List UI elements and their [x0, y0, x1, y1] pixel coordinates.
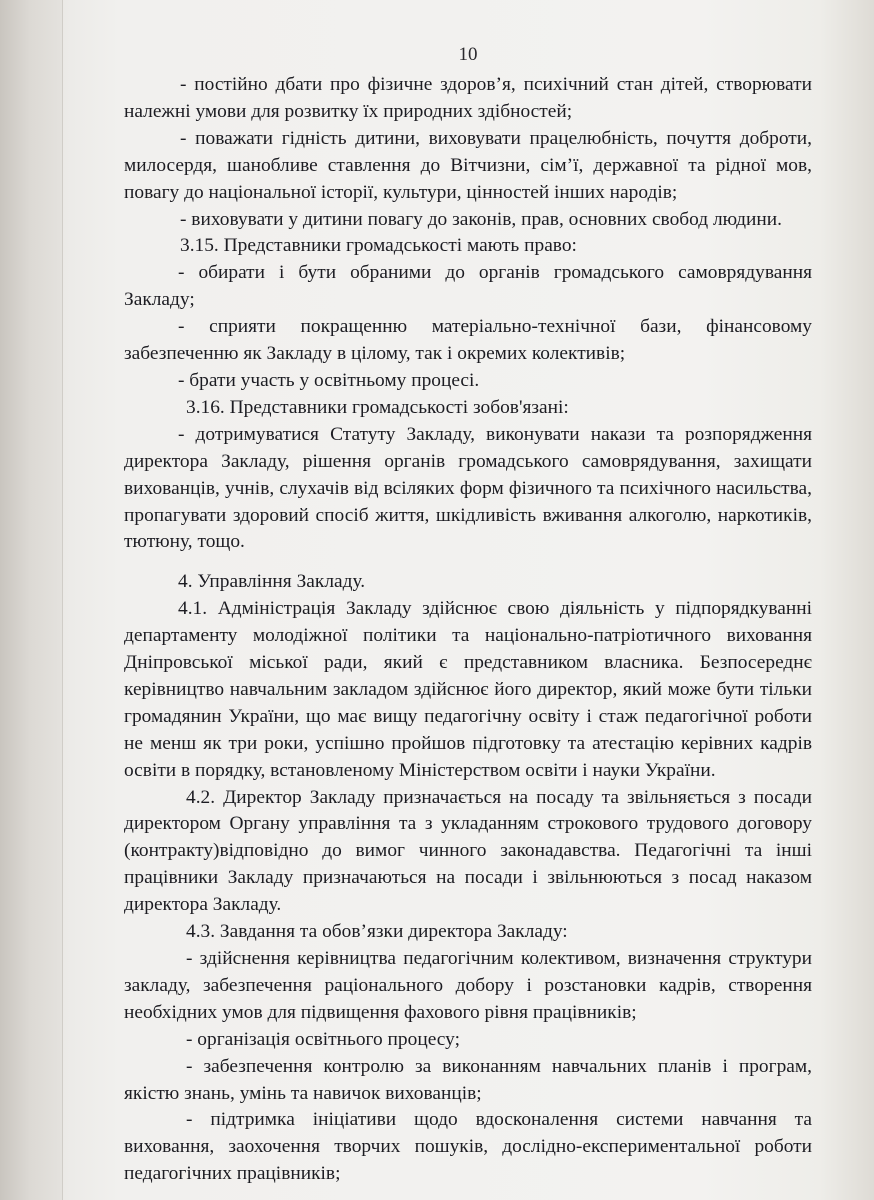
- previous-page-edge: [0, 0, 63, 1200]
- paragraph: - дотримуватися Статуту Закладу, виконувати накази та розпорядження директора Закладу, рішення органів громадського самоврядування, захищати вихованців, учнів, слухачів від всіляких форм фізичного та психічного насильства, пропагувати здоровий спосіб життя, шкідливість вживання алкоголю, наркотиків, тютюну, тощо.: [124, 423, 812, 553]
- page-number: 10: [458, 44, 478, 65]
- paragraph: - організація освітнього процесу;: [186, 1028, 460, 1050]
- paragraph: 4.2. Директор Закладу призначається на посаду та звільняється з посади директором Органу управління та з укладанням строкового трудового договору (контракту)відповідно до вимог чинного законадавства. Педагогічні та інші працівники Закладу призначаються на посади і звільнюються з посад наказом директора Закладу.: [124, 786, 812, 916]
- paragraph: - здійснення керівництва педагогічним колективом, визначення структури закладу, забезпечення раціонального добору і розстановки кадрів, створення необхідних умов для підвищення фахового рівня працівників;: [124, 948, 812, 1023]
- paragraph: - підтримка ініціативи щодо вдосконалення системи навчання та виховання, заохочення творчих пошуків, дослідно-експериментальної роботи педагогічних працівників;: [124, 1109, 812, 1185]
- document-page: [62, 0, 874, 1200]
- paragraph: - сприяти покращенню матеріально-технічної бази, фінансовому забезпеченню як Закладу в цілому, так і окремих колективів;: [124, 316, 812, 365]
- paragraph: - виховувати у дитини повагу до законів, прав, основних свобод людини.: [180, 208, 783, 230]
- section-heading: 4.3. Завдання та обов’язки директора Закладу:: [186, 921, 568, 943]
- section-heading: 4. Управління Закладу.: [178, 571, 366, 593]
- paragraph: - поважати гідність дитини, виховувати працелюбність, почуття доброти, милосердя, шанобливе ставлення до Вітчизни, сім’ї, державної та рідної мов, повагу до національної історії, культури, цінностей інших народів;: [124, 127, 812, 203]
- paragraph: - забезпечення контролю за виконанням навчальних планів і програм, якістю знань, умінь та навичок вихованців;: [124, 1055, 812, 1104]
- document-body: [124, 72, 812, 1188]
- section-heading: 3.16. Представники громадськості зобов'язані:: [186, 396, 569, 418]
- paragraph: - обирати і бути обраними до органів громадського самоврядування Закладу;: [124, 262, 812, 311]
- paragraph: - постійно дбати про фізичне здоров’я, психічний стан дітей, створювати належні умови для розвитку їх природних здібностей;: [124, 74, 812, 122]
- section-heading: 3.15. Представники громадськості мають право:: [180, 235, 577, 257]
- paragraph: 4.1. Адміністрація Закладу здійснює свою діяльність у підпорядкуванні департаменту молодіжної політики та національно-патріотичного виховання Дніпровської міської ради, який є представником власника. Безпосереднє керівництво навчальним закладом здійснює його директор, який може бути тільки громадянин України, що має вищу педагогічну освіту і стаж педагогічної роботи не менш як три роки, успішно пройшов підготовку та атестацію керівних кадрів освіти в порядку, встановленому Міністерством освіти і науки України.: [124, 598, 812, 781]
- paragraph: - брати участь у освітньому процесі.: [178, 369, 480, 391]
